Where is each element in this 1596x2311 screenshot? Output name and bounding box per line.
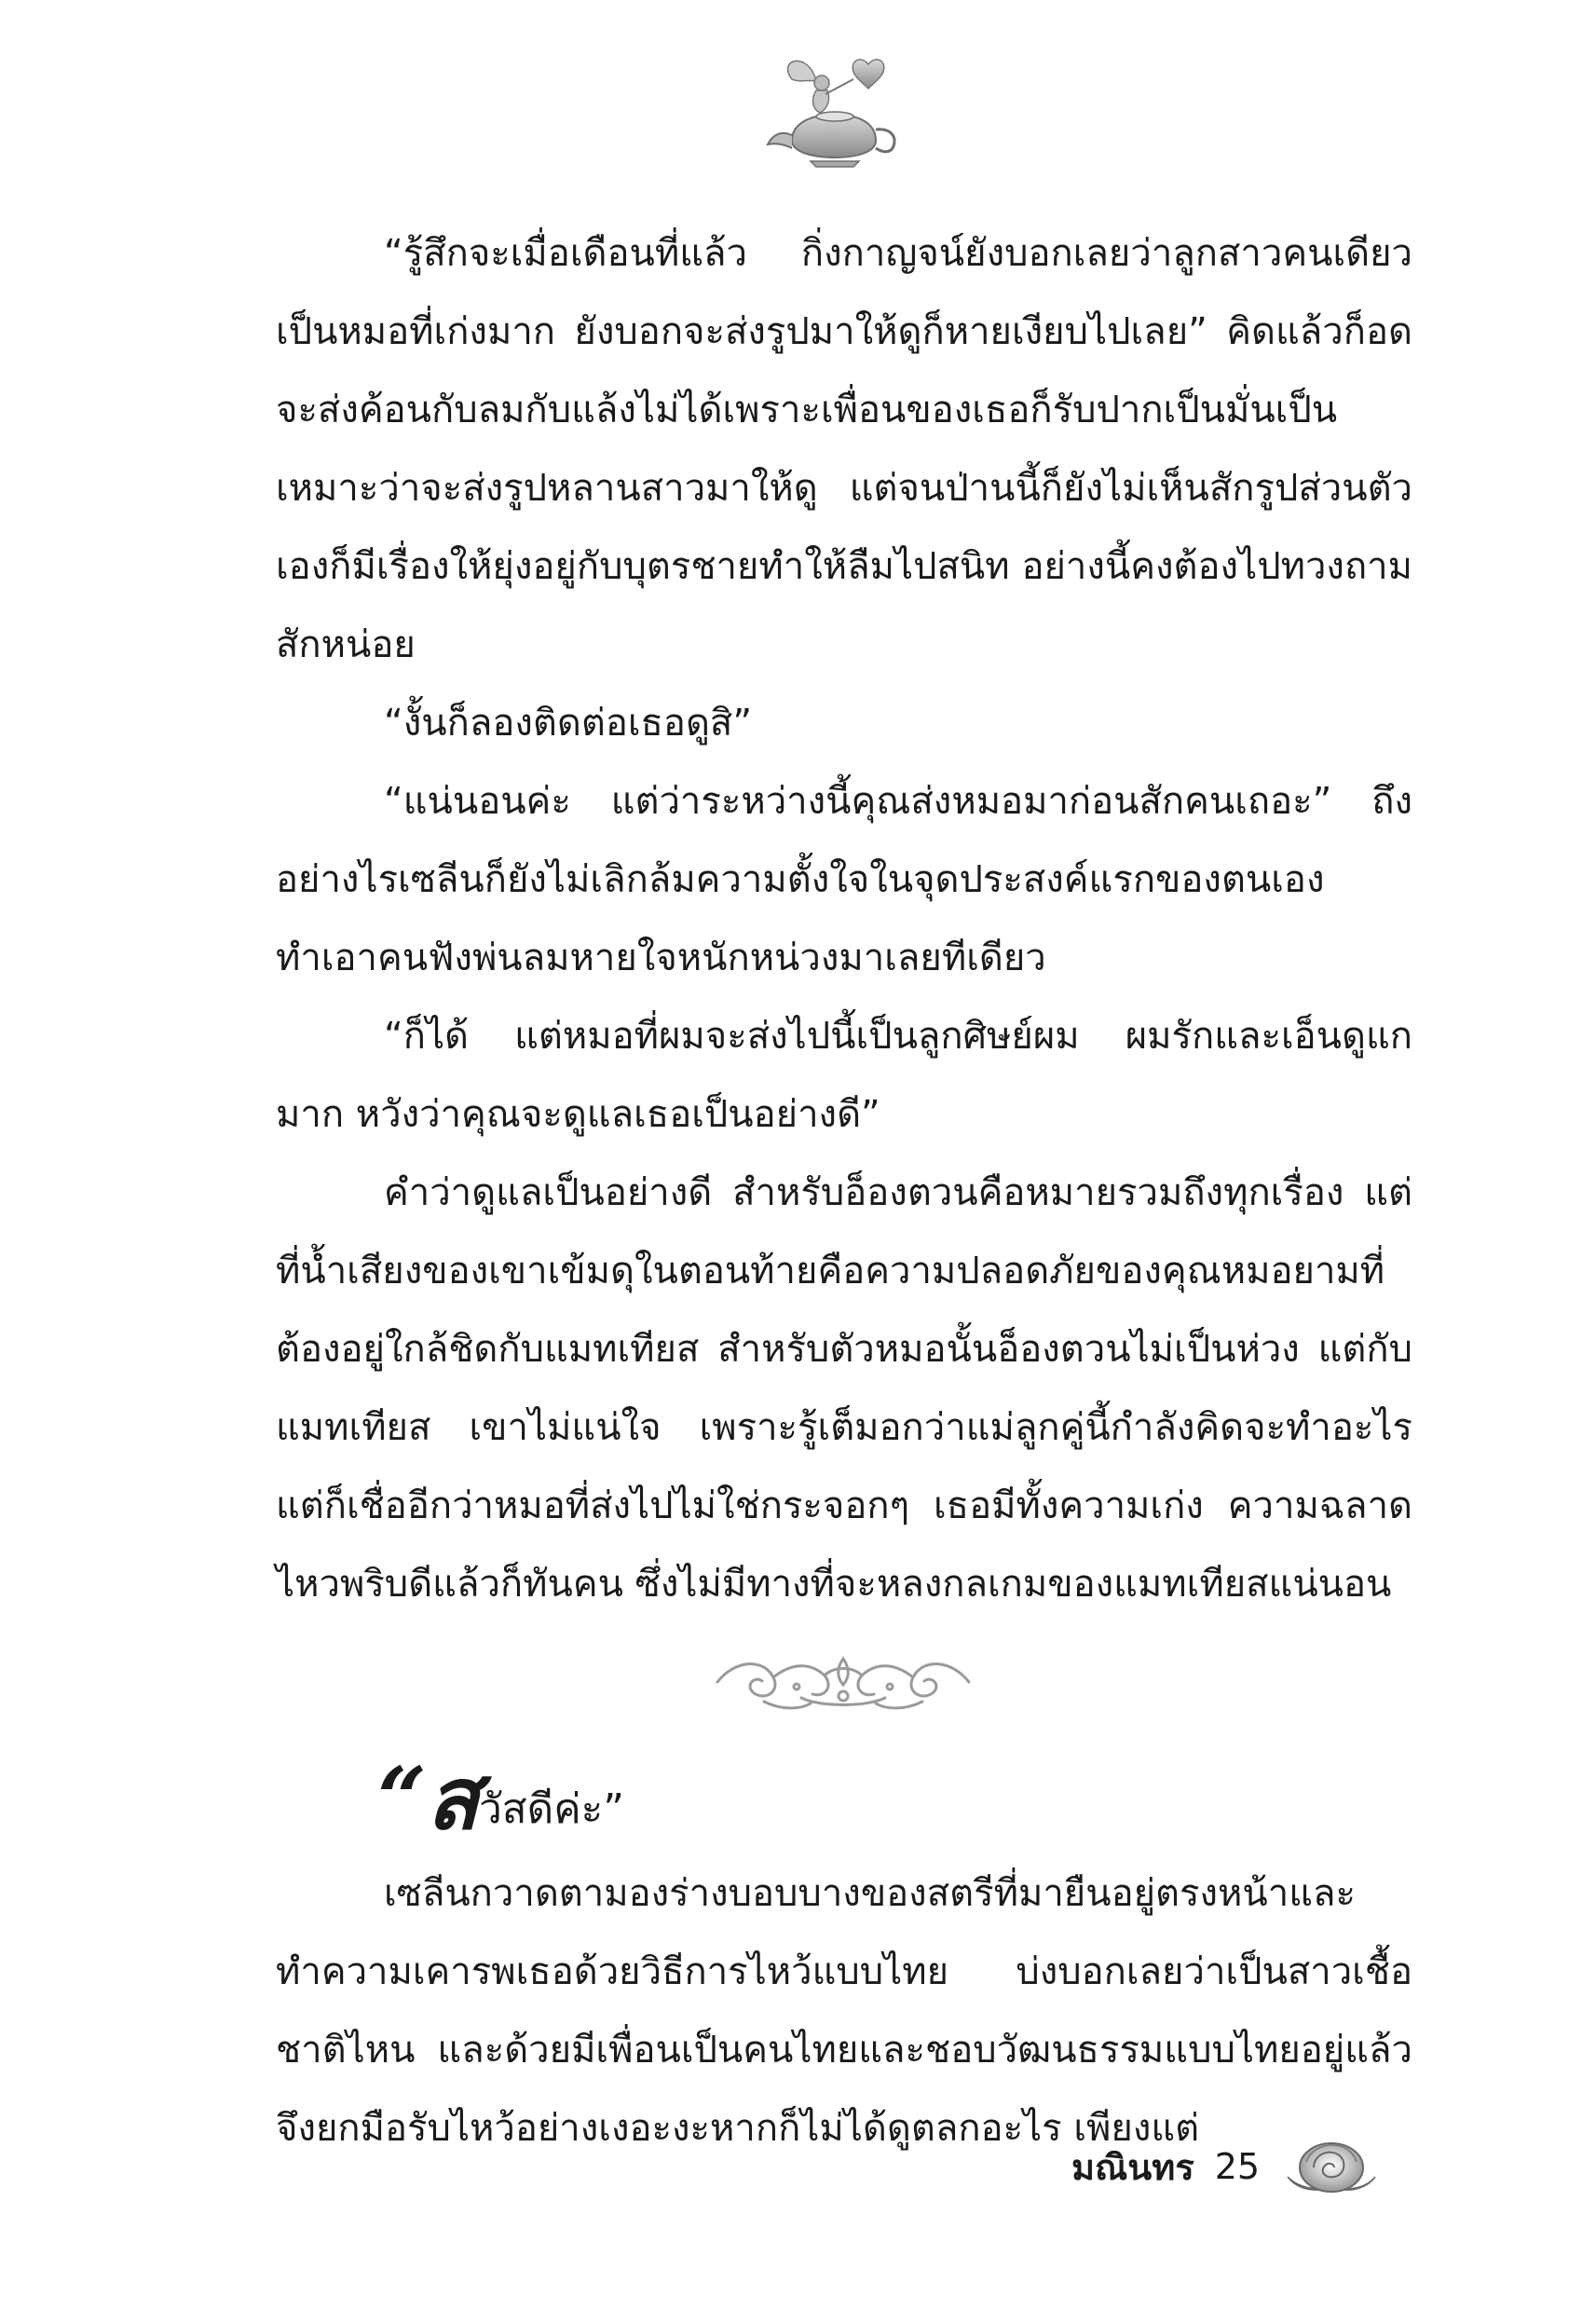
paragraph: คำว่าดูแลเป็นอย่างดี สำหรับอ็องตวนคือหมายรวมถึงทุกเรื่อง แต่ที่น้ำเสียงของเขาเข้มดุในตอนท้ายคือความปลอดภัยของคุณหมอยามที่ต้องอยู่ใกล้ชิดกับแมทเทียส สำหรับตัวหมอนั้นอ็องตวนไม่เป็นห่วง แต่กับแมทเทียส เขาไม่แน่ใจ เพราะรู้เต็มอกว่าแม่ลูกคู่นี้กำลังคิดจะทำอะไร แต่ก็เชื่ออีกว่าหมอที่ส่งไปไม่ใช่กระจอกๆ เธอมีทั้งความเก่ง ความฉลาด ไหวพริบดีแล้วก็ทันคน ซึ่งไม่มีทางที่จะหลงกลเกมของแมทเทียสแน่นอน [276, 1171, 1412, 1606]
cupid-teapot-ornament-icon [764, 51, 904, 172]
open-quote: “ [377, 1748, 427, 1849]
paragraph: “งั้นก็ลองติดต่อเธอดูสิ” [384, 702, 753, 745]
body-text-bottom [276, 1854, 1412, 2167]
rose-icon [1280, 2134, 1383, 2199]
paragraph: “แน่นอนค่ะ แต่ว่าระหว่างนี้คุณส่งหมอมาก่อนสักคนเถอะ” ถึงอย่างไรเซลีนก็ยังไม่เลิกล้มความตั้งใจในจุดประสงค์แรกของตนเองทำเอาคนฟังพ่นลมหายใจหนักหน่วงมาเลยทีเดียว [276, 780, 1412, 979]
page-number: 25 [1214, 2146, 1261, 2187]
drop-cap: ส [426, 1748, 480, 1849]
book-title: มณินทร [1071, 2146, 1194, 2188]
chapter-opening [377, 1748, 625, 1856]
body-text-top [276, 214, 1412, 1623]
opening-word: วัสดีค่ะ” [479, 1785, 625, 1833]
filigree-divider-icon [708, 1649, 978, 1715]
page-footer [1071, 2134, 1383, 2199]
paragraph: “ก็ได้ แต่หมอที่ผมจะส่งไปนี้เป็นลูกศิษย์ผม ผมรักและเอ็นดูแกมาก หวังว่าคุณจะดูแลเธอเป็นอย่างดี” [276, 1015, 1412, 1136]
paragraph: เซลีนกวาดตามองร่างบอบบางของสตรีที่มายืนอยู่ตรงหน้าและทำความเคารพเธอด้วยวิธีการไหว้แบบไทย บ่งบอกเลยว่าเป็นสาวเชื้อชาติไหน และด้วยมีเพื่อนเป็นคนไทยและชอบวัฒนธรรมแบบไทยอยู่แล้วจึงยกมือรับไหว้อย่างเงอะงะหากก็ไม่ได้ดูตลกอะไร เพียงแต่ [276, 1872, 1412, 2150]
paragraph: “รู้สึกจะเมื่อเดือนที่แล้ว กิ่งกาญจน์ยังบอกเลยว่าลูกสาวคนเดียวเป็นหมอที่เก่งมาก ยังบอกจะส่งรูปมาให้ดูก็หายเงียบไปเลย” คิดแล้วก็อดจะส่งค้อนกับลมกับแล้งไม่ได้เพราะเพื่อนของเธอก็รับปากเป็นมั่นเป็นเหมาะว่าจะส่งรูปหลานสาวมาให้ดู แต่จนป่านนี้ก็ยังไม่เห็นสักรูปส่วนตัวเองก็มีเรื่องให้ยุ่งอยู่กับบุตรชายทำให้ลืมไปสนิท อย่างนี้คงต้องไปทวงถามสักหน่อย [276, 232, 1412, 666]
